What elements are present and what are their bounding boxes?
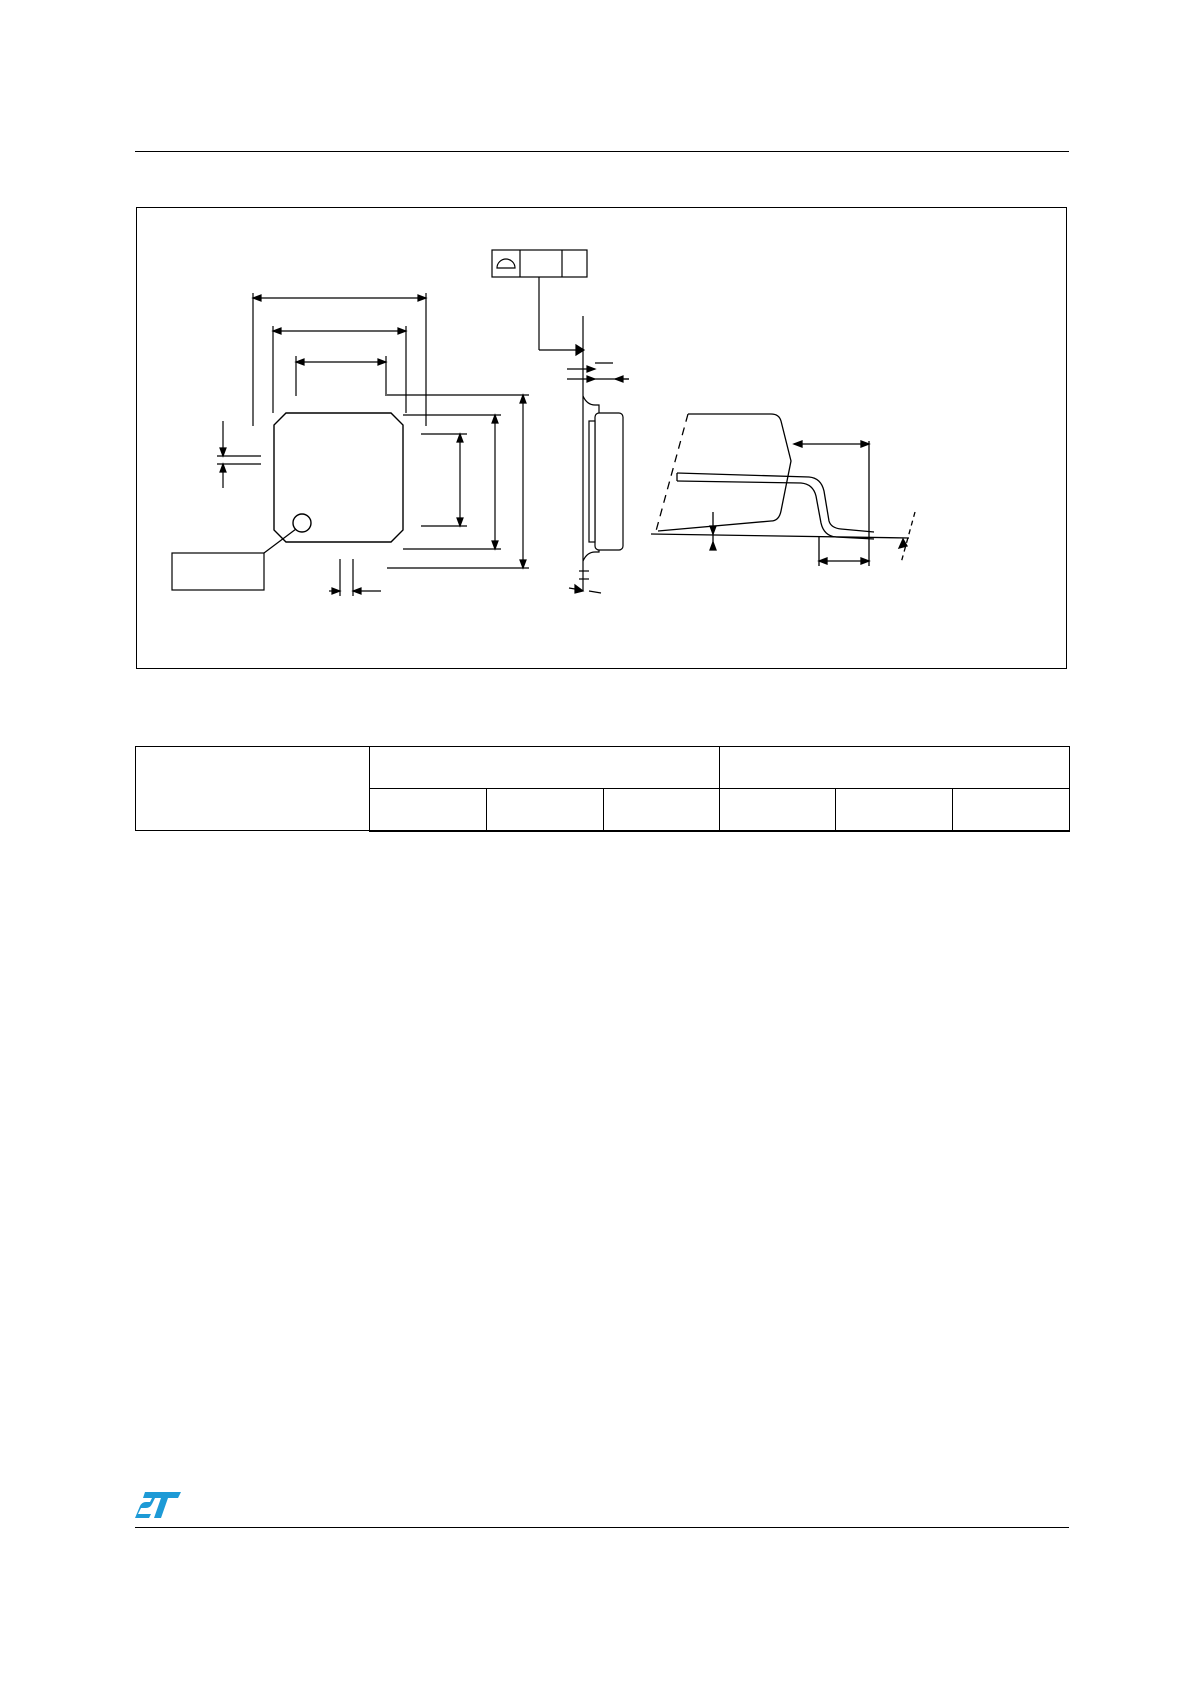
symbol-header <box>136 747 370 831</box>
table-body <box>136 831 1070 1382</box>
inch-max-header <box>953 789 1070 831</box>
pin1-identification-box <box>172 553 264 590</box>
lead-detail-view <box>651 414 915 566</box>
coplanarity-frame <box>492 250 587 355</box>
mm-typ-header <box>487 789 604 831</box>
dimensions-table <box>135 746 1070 1382</box>
inches-header <box>720 747 1070 789</box>
millimeters-header <box>370 747 720 789</box>
mm-min-header <box>370 789 487 831</box>
package-top-view <box>274 413 403 542</box>
inch-typ-header <box>836 789 953 831</box>
package-side-view <box>567 316 629 593</box>
inch-min-header <box>720 789 836 831</box>
header-rule <box>135 151 1069 152</box>
st-logo <box>135 1490 183 1520</box>
package-outline-figure <box>136 207 1067 669</box>
mm-max-header <box>604 789 720 831</box>
footer-rule <box>135 1527 1069 1528</box>
